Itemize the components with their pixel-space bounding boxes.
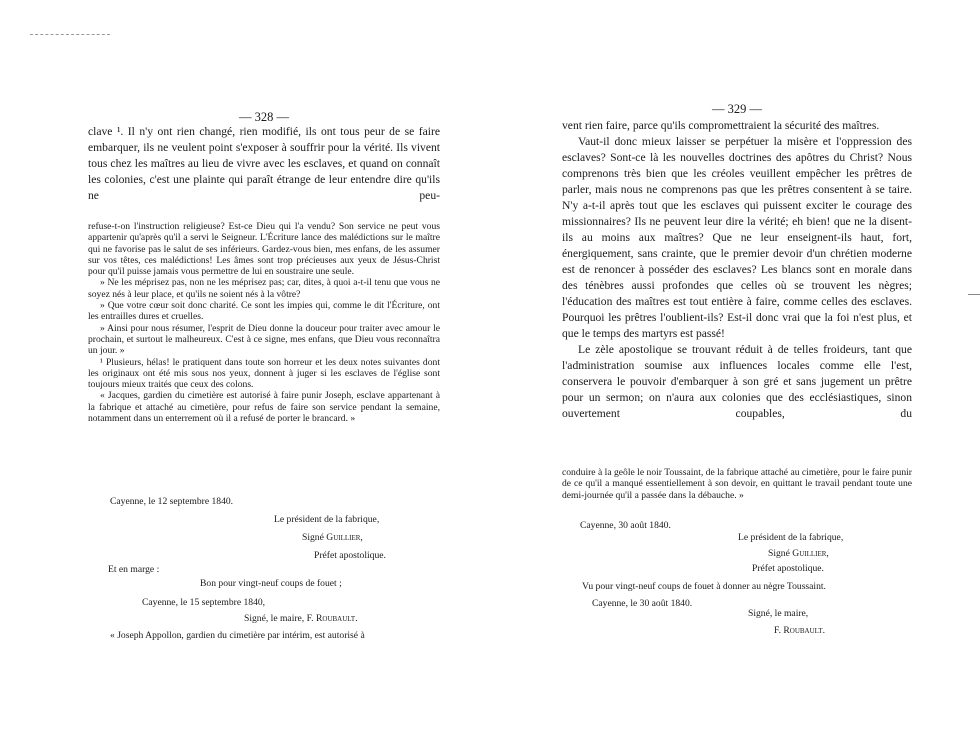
right-signed-guillier: Signé Guillier,: [768, 548, 829, 559]
left-date-line: Cayenne, le 12 septembre 1840.: [110, 496, 234, 507]
scan-artifact-edge: [968, 294, 980, 295]
guillier-name: Guillier: [326, 532, 361, 543]
footnote-paragraph: conduire à la geôle le noir Toussaint, de la fabrique attaché au cimetière, pour le faire punir de ce qu'il a manqué essentiellement à son devoir, en quittant le travail pendant toute une demi-journée qu'il a passée dans la débauche. »: [562, 467, 912, 501]
signed-word: Signé: [768, 548, 790, 559]
left-body-text: [88, 124, 440, 204]
right-mayor-line: Signé, le maire,: [748, 608, 809, 619]
guillier-name: Guillier: [792, 548, 827, 559]
left-last-line: « Joseph Appollon, gardien du cimetière par intérim, est autorisé à: [110, 630, 365, 641]
footnote-paragraph: ¹ Plusieurs, hélas! le pratiquent dans toute son horreur et les deux notes suivantes dont les originaux ont été mis sous nos yeux, donnent à juger si les esclaves de l'église sont toujours mieux traités que ceux des colons.: [88, 356, 440, 391]
right-president-line: Le président de la fabrique,: [738, 532, 844, 543]
right-roubault-line: F. Roubault.: [774, 625, 825, 636]
left-body-paragraph: clave ¹. Il n'y ont rien changé, rien modifié, ils ont tous peur de se faire embarquer, ils ne veulent point s'exposer à souffrir pour la vérité. Ils vivent tous chez les maîtres au lieu de vivre avec les esclaves, et quand on connaît les colonies, c'est une plainte qui paraît étrange de leur entendre dire qu'ils ne peu-: [88, 125, 440, 202]
f-initial: F.: [774, 625, 781, 636]
mayor-signed: Signé, le maire, F.: [244, 613, 314, 624]
footnote-paragraph: » Ne les méprisez pas, non ne les méprisez pas; car, dites, à quoi a-t-il tenu que vous ne soyez nés à leur place, et qu'ils ne soient nés à la vôtre?: [88, 277, 440, 300]
left-date2-line: Cayenne, le 15 septembre 1840,: [142, 597, 266, 608]
footnote-paragraph: refuse-t-on l'instruction religieuse? Est-ce Dieu qui l'a vendu? Son service ne peut vous appartenir qu'après qu'il a servi le Seigneur. L'Écriture lance des malédictions sur le maître qui ne favorise pas le salut de ses inférieurs. Gardez-vous bien, mes enfans, de les assumer sur vos têtes, ces malédictions! Les âmes sont trop précieuses aux yeux de Jésus-Christ pour qu'il puisse jamais vous permettre de lui en soustraire une seule.: [88, 221, 440, 278]
right-prefect-line: Préfet apostolique.: [752, 563, 824, 574]
left-prefect-line: Préfet apostolique.: [314, 550, 386, 561]
signed-word: Signé: [302, 532, 324, 543]
left-footnotes: [88, 221, 440, 424]
left-signed-guillier: Signé Guillier,: [302, 532, 363, 543]
left-margin-note: Et en marge :: [108, 564, 160, 575]
right-date-line: Cayenne, 30 août 1840.: [580, 520, 671, 531]
right-date2-line: Cayenne, le 30 août 1840.: [592, 598, 693, 609]
right-footnotes: [562, 467, 912, 501]
right-body-paragraph: vent rien faire, parce qu'ils compromettraient la sécurité des maîtres.: [562, 119, 880, 132]
right-body-text: [562, 118, 912, 422]
roubault-name: Roubault: [783, 625, 823, 636]
left-mayor-line: Signé, le maire, F. Roubault.: [244, 613, 358, 624]
left-page-number: — 328 —: [239, 110, 289, 124]
roubault-name: Roubault: [315, 613, 356, 624]
left-president-line: Le président de la fabrique,: [274, 514, 380, 525]
footnote-paragraph: » Ainsi pour nous résumer, l'esprit de Dieu donne la douceur pour traiter avec amour le prochain, et surtout le malheureux. C'est à ce signe, mes enfans, que Dieu vous reconnaîtra un jour. »: [88, 322, 440, 357]
right-lashes-line: Vu pour vingt-neuf coups de fouet à donner au nègre Toussaint.: [582, 581, 826, 592]
right-body-paragraph: Vaut-il donc mieux laisser se perpétuer la misère et l'oppression des esclaves? Sont-ce là les nouvelles doctrines des apôtres du Christ? Nous comprenons très bien que les créoles veuillent empêcher les prêtres de parler, mais nous ne comprenons pas que les prêtres consentent à se taire. N'y a-t-il après tout que les esclaves qui puissent exciter le courage des missionnaires? Ils ne peuvent leur dire la vérité; eh bien! que ne la disent-ils au moins aux maîtres? Que ne leur enseignent-ils haut, fort, énergiquement, sans crainte, que le premier devoir d'un chrétien moderne est de renoncer à posséder des esclaves? Les blancs sont en morale dans des ténèbres aussi profondes que celles où se trouvent les nègres; l'éducation des maîtres est tout entière à faire, comme celles des esclaves. Pourquoi les prêtres l'oublient-ils? Est-il donc vrai que la foi n'est plus, et que le temps des martyrs est passé!: [562, 135, 912, 340]
left-lashes-line: Bon pour vingt-neuf coups de fouet ;: [200, 578, 342, 589]
right-page-number: — 329 —: [712, 102, 762, 116]
scan-artifact-mark: [30, 34, 110, 36]
right-body-paragraph: Le zèle apostolique se trouvant réduit à de telles froideurs, tant que l'administration soumise aux influences locales comme elle l'est, conservera le pouvoir d'embarquer à son gré et sans jugement un prêtre pour un sermon; on n'aura aux colonies que des ecclésiastiques, sinon ouvertement coupables, du: [562, 343, 912, 420]
footnote-paragraph: « Jacques, gardien du cimetière est autorisé à faire punir Joseph, esclave appartenant à la fabrique et attaché au cimetière, pour refus de faire son service pendant la semaine, notamment dans un enterrement où il a refusé de porter le brancard. »: [88, 390, 440, 425]
footnote-paragraph: » Que votre cœur soit donc charité. Ce sont les impies qui, comme le dit l'Écriture, ont les entrailles dures et cruelles.: [88, 300, 440, 323]
